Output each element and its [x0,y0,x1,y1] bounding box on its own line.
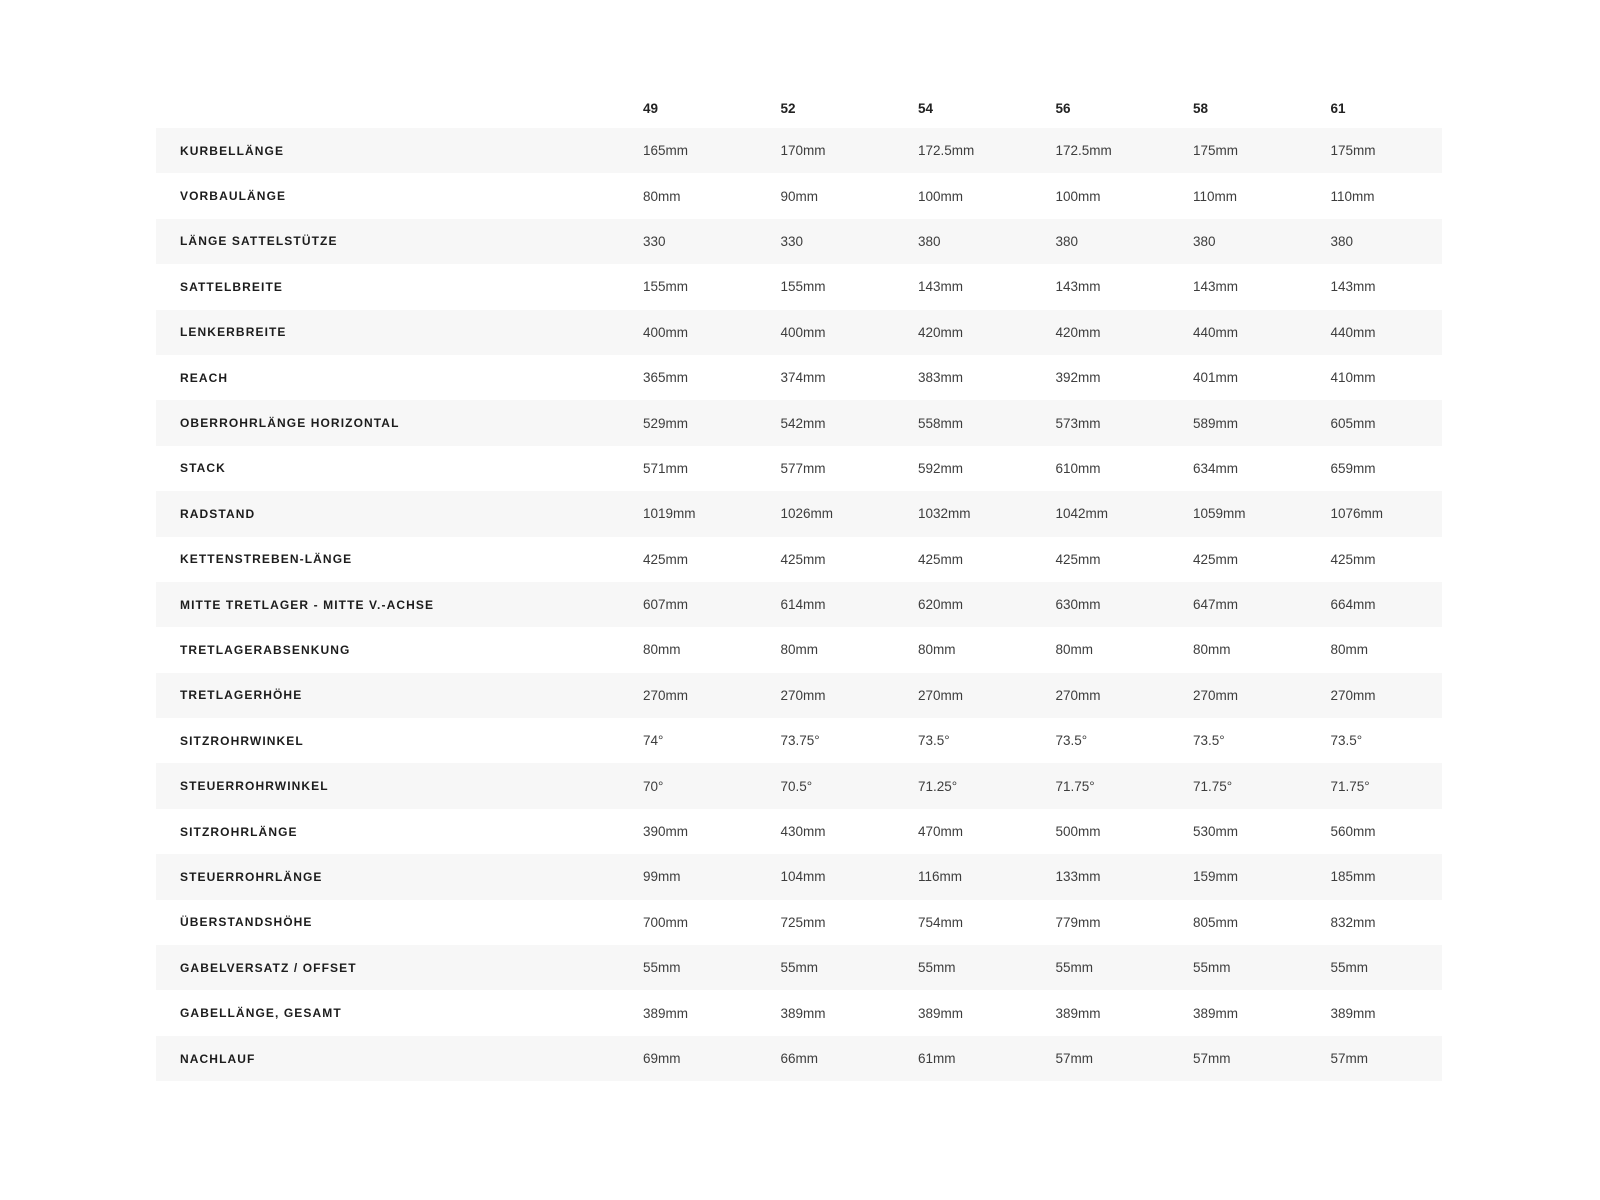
value-cell: 592mm [918,460,964,476]
row-label: TRETLAGERHÖHE [180,688,303,703]
value-cell: 143mm [918,279,964,295]
geometry-table-body [156,128,1442,1081]
value-cell: 143mm [1055,279,1101,295]
value-cell: 440mm [1330,324,1376,340]
value-cell: 470mm [918,824,964,840]
value-cell: 779mm [1055,914,1101,930]
value-cell: 573mm [1055,415,1101,431]
row-label: GABELVERSATZ / OFFSET [180,960,357,975]
value-cell: 389mm [1055,1005,1101,1021]
value-cell: 73.5° [1055,733,1088,749]
value-cell: 401mm [1193,370,1239,386]
value-cell: 605mm [1330,415,1376,431]
value-cell: 410mm [1330,370,1376,386]
value-cell: 610mm [1055,460,1101,476]
table-row [156,854,1442,899]
row-label: KURBELLÄNGE [180,143,285,158]
table-row [156,763,1442,808]
value-cell: 70° [643,778,664,794]
value-cell: 155mm [780,279,826,295]
table-row [156,990,1442,1035]
value-cell: 440mm [1193,324,1239,340]
value-cell: 529mm [643,415,689,431]
row-label: OBERROHRLÄNGE HORIZONTAL [180,416,400,431]
size-column-header: 52 [780,100,796,116]
table-row [156,627,1442,672]
value-cell: 57mm [1055,1051,1094,1066]
value-cell: 589mm [1193,415,1239,431]
value-cell: 104mm [780,869,826,885]
row-label: KETTENSTREBEN-LÄNGE [180,552,353,567]
value-cell: 832mm [1330,914,1376,930]
table-row [156,491,1442,536]
row-label: NACHLAUF [180,1051,256,1066]
value-cell: 172.5mm [918,143,975,159]
value-cell: 80mm [643,188,681,204]
value-cell: 143mm [1330,279,1376,295]
value-cell: 185mm [1330,869,1376,885]
row-label: MITTE TRETLAGER - MITTE V.-ACHSE [180,597,435,612]
value-cell: 425mm [780,551,826,567]
row-label: STEUERROHRLÄNGE [180,869,323,884]
size-column-header: 61 [1330,100,1346,116]
value-cell: 80mm [780,642,819,658]
table-row [156,264,1442,309]
table-row [156,446,1442,491]
value-cell: 55mm [1055,960,1094,976]
row-label: REACH [180,370,229,385]
value-cell: 630mm [1055,597,1101,613]
value-cell: 110mm [1193,188,1238,204]
value-cell: 430mm [780,824,826,840]
table-row [156,400,1442,445]
row-label: STEUERROHRWINKEL [180,779,329,794]
value-cell: 270mm [1055,687,1101,703]
value-cell: 80mm [1055,642,1094,658]
row-label: ÜBERSTANDSHÖHE [180,915,313,930]
value-cell: 270mm [643,687,689,703]
value-cell: 500mm [1055,824,1101,840]
value-cell: 55mm [1330,960,1369,976]
value-cell: 57mm [1193,1051,1231,1066]
row-label: SITZROHRWINKEL [180,733,304,748]
value-cell: 270mm [1193,687,1239,703]
value-cell: 380 [1055,233,1079,249]
table-row [156,355,1442,400]
value-cell: 55mm [1193,960,1231,976]
value-cell: 425mm [643,551,689,567]
table-row [156,582,1442,627]
row-label: RADSTAND [180,506,256,521]
value-cell: 55mm [780,960,819,976]
value-cell: 330 [643,233,666,249]
value-cell: 530mm [1193,824,1239,840]
value-cell: 425mm [1330,551,1376,567]
value-cell: 420mm [918,324,964,340]
table-row [156,673,1442,718]
value-cell: 425mm [918,551,964,567]
value-cell: 330 [780,233,804,249]
value-cell: 560mm [1330,824,1376,840]
value-cell: 71.75° [1055,778,1095,794]
row-label: LÄNGE SATTELSTÜTZE [180,234,338,249]
value-cell: 620mm [918,597,964,613]
value-cell: 116mm [918,869,963,885]
size-column-header: 54 [918,100,934,116]
value-cell: 389mm [643,1005,689,1021]
row-label: GABELLÄNGE, GESAMT [180,1006,342,1021]
value-cell: 143mm [1193,279,1239,295]
value-cell: 175mm [1193,143,1239,159]
value-cell: 1026mm [780,506,834,522]
table-row [156,173,1442,218]
value-cell: 73.5° [1193,733,1225,749]
value-cell: 70.5° [780,778,813,794]
value-cell: 1032mm [918,506,971,522]
value-cell: 392mm [1055,370,1101,386]
value-cell: 100mm [918,188,964,204]
value-cell: 71.75° [1193,778,1233,794]
value-cell: 374mm [780,370,826,386]
value-cell: 57mm [1330,1051,1369,1066]
value-cell: 571mm [643,460,689,476]
value-cell: 133mm [1055,869,1101,885]
value-cell: 614mm [780,597,826,613]
value-cell: 577mm [780,460,826,476]
value-cell: 1042mm [1055,506,1109,522]
table-row [156,219,1442,264]
table-row [156,537,1442,582]
value-cell: 74° [643,733,664,749]
geometry-table [156,88,1442,1081]
value-cell: 425mm [1193,551,1239,567]
value-cell: 365mm [643,370,689,386]
value-cell: 69mm [643,1051,681,1066]
value-cell: 66mm [780,1051,819,1066]
value-cell: 380 [1193,233,1216,249]
value-cell: 400mm [643,324,689,340]
value-cell: 647mm [1193,597,1239,613]
row-label: TRETLAGERABSENKUNG [180,642,351,657]
value-cell: 100mm [1055,188,1101,204]
value-cell: 165mm [643,143,689,159]
value-cell: 80mm [1193,642,1231,658]
value-cell: 1076mm [1330,506,1384,522]
value-cell: 390mm [643,824,689,840]
value-cell: 725mm [780,914,826,930]
value-cell: 73.5° [1330,733,1363,749]
size-column-header: 56 [1055,100,1071,116]
value-cell: 159mm [1193,869,1239,885]
size-column-header: 58 [1193,100,1209,116]
value-cell: 61mm [918,1051,956,1066]
row-label: SITZROHRLÄNGE [180,824,298,839]
value-cell: 1019mm [643,506,696,522]
value-cell: 659mm [1330,460,1376,476]
size-header-row [156,88,1442,128]
value-cell: 383mm [918,370,964,386]
size-column-header: 49 [643,100,659,116]
value-cell: 542mm [780,415,826,431]
value-cell: 71.75° [1330,778,1370,794]
table-row [156,128,1442,173]
row-label: VORBAULÄNGE [180,189,287,204]
table-row [156,809,1442,854]
value-cell: 380 [918,233,941,249]
value-cell: 634mm [1193,460,1239,476]
value-cell: 558mm [918,415,964,431]
table-row [156,718,1442,763]
value-cell: 270mm [780,687,826,703]
value-cell: 389mm [1193,1005,1239,1021]
value-cell: 389mm [1330,1005,1376,1021]
value-cell: 155mm [643,279,689,295]
value-cell: 80mm [643,642,681,658]
row-label: STACK [180,461,226,476]
value-cell: 380 [1330,233,1354,249]
value-cell: 73.5° [918,733,950,749]
value-cell: 270mm [1330,687,1376,703]
value-cell: 170mm [780,143,826,159]
value-cell: 55mm [643,960,681,976]
table-row [156,900,1442,945]
value-cell: 607mm [643,597,689,613]
value-cell: 172.5mm [1055,143,1112,159]
row-label: SATTELBREITE [180,279,283,294]
value-cell: 90mm [780,188,819,204]
value-cell: 80mm [1330,642,1369,658]
table-row [156,310,1442,355]
value-cell: 425mm [1055,551,1101,567]
value-cell: 110mm [1330,188,1375,204]
table-row [156,1036,1442,1081]
value-cell: 389mm [780,1005,826,1021]
value-cell: 805mm [1193,914,1239,930]
value-cell: 1059mm [1193,506,1246,522]
value-cell: 71.25° [918,778,958,794]
value-cell: 389mm [918,1005,964,1021]
value-cell: 80mm [918,642,956,658]
row-label: LENKERBREITE [180,325,287,340]
table-row [156,945,1442,990]
value-cell: 700mm [643,914,689,930]
value-cell: 55mm [918,960,956,976]
value-cell: 420mm [1055,324,1101,340]
value-cell: 175mm [1330,143,1376,159]
value-cell: 270mm [918,687,964,703]
value-cell: 664mm [1330,597,1376,613]
value-cell: 99mm [643,869,681,885]
value-cell: 754mm [918,914,964,930]
value-cell: 73.75° [780,733,820,749]
value-cell: 400mm [780,324,826,340]
